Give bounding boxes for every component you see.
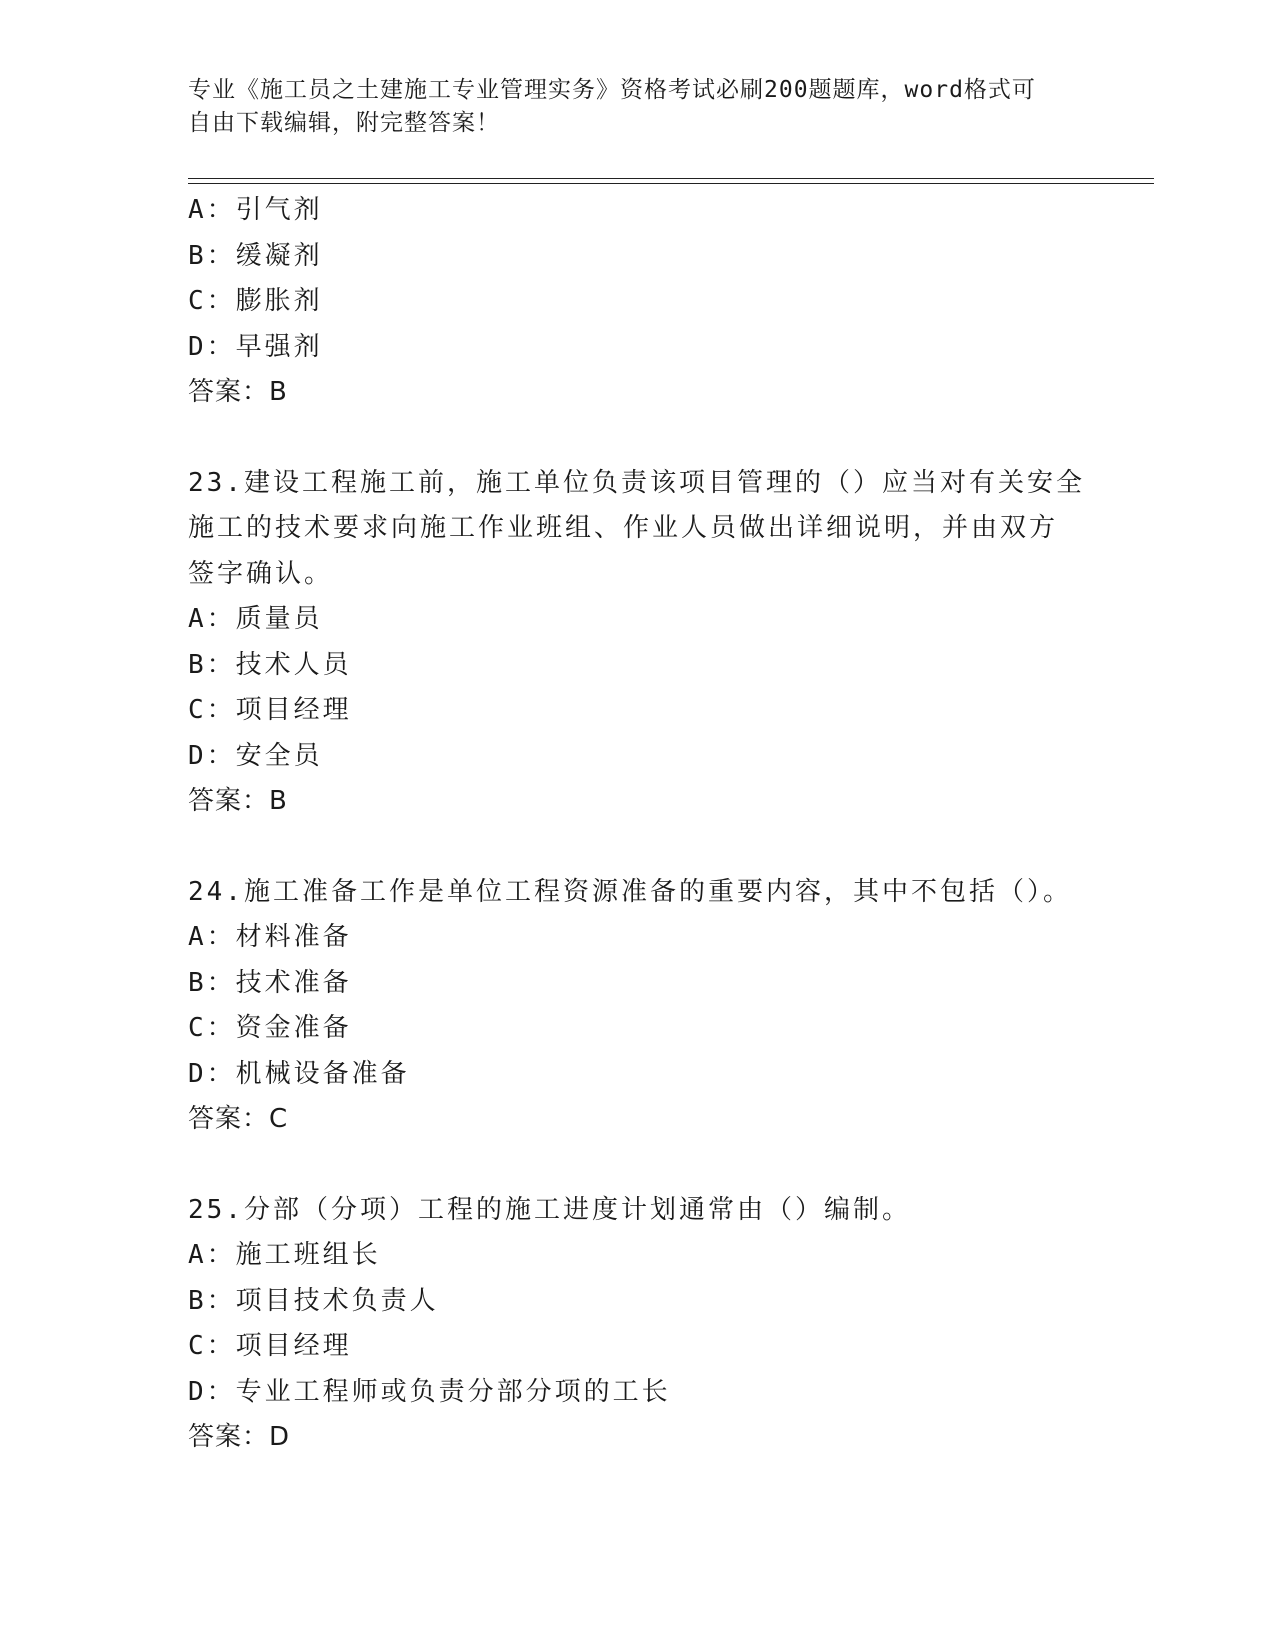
header-divider-bottom [188, 183, 1154, 184]
option-a: A：质量员 [188, 604, 323, 634]
question-22-tail [188, 188, 1088, 416]
option-d: D：安全员 [188, 740, 323, 771]
option-a: A：施工班组长 [188, 1240, 381, 1270]
option-b: B：技术人员 [188, 649, 352, 680]
header-line-1: 专业《施工员之土建施工专业管理实务》资格考试必刷200题题库，word格式可 [188, 77, 1036, 103]
answer-line: 答案：D [188, 1422, 291, 1452]
option-b: B：技术准备 [188, 967, 352, 998]
header-line-2: 自由下载编辑，附完整答案！ [188, 110, 500, 136]
question-text-line: 24.施工准备工作是单位工程资源准备的重要内容，其中不包括（）。 [188, 876, 1072, 907]
question-23 [188, 461, 1088, 825]
question-text-line: 25.分部（分项）工程的施工进度计划通常由（）编制。 [188, 1194, 911, 1225]
option-d: D：机械设备准备 [188, 1058, 410, 1089]
question-24 [188, 870, 1088, 1143]
option-b: B：缓凝剂 [188, 240, 323, 271]
answer-line: 答案：B [188, 377, 288, 407]
question-text-line: 23.建设工程施工前，施工单位负责该项目管理的（）应当对有关安全 [188, 467, 1085, 498]
header-divider-top [188, 178, 1154, 179]
option-a: A：引气剂 [188, 195, 323, 225]
option-d: D：专业工程师或负责分部分项的工长 [188, 1376, 671, 1407]
question-25 [188, 1188, 1088, 1461]
option-c: C：膨胀剂 [188, 286, 323, 316]
option-c: C：项目经理 [188, 695, 352, 725]
answer-line: 答案：C [188, 1104, 289, 1134]
option-c: C：资金准备 [188, 1013, 352, 1043]
option-b: B：项目技术负责人 [188, 1285, 439, 1316]
question-text-line: 签字确认。 [188, 558, 334, 589]
question-text-line: 施工的技术要求向施工作业班组、作业人员做出详细说明，并由双方 [188, 513, 1059, 543]
option-d: D：早强剂 [188, 331, 323, 362]
answer-line: 答案：B [188, 786, 288, 816]
question-list [188, 188, 1088, 1461]
document-header [188, 74, 1068, 140]
option-a: A：材料准备 [188, 922, 352, 952]
option-c: C：项目经理 [188, 1331, 352, 1361]
